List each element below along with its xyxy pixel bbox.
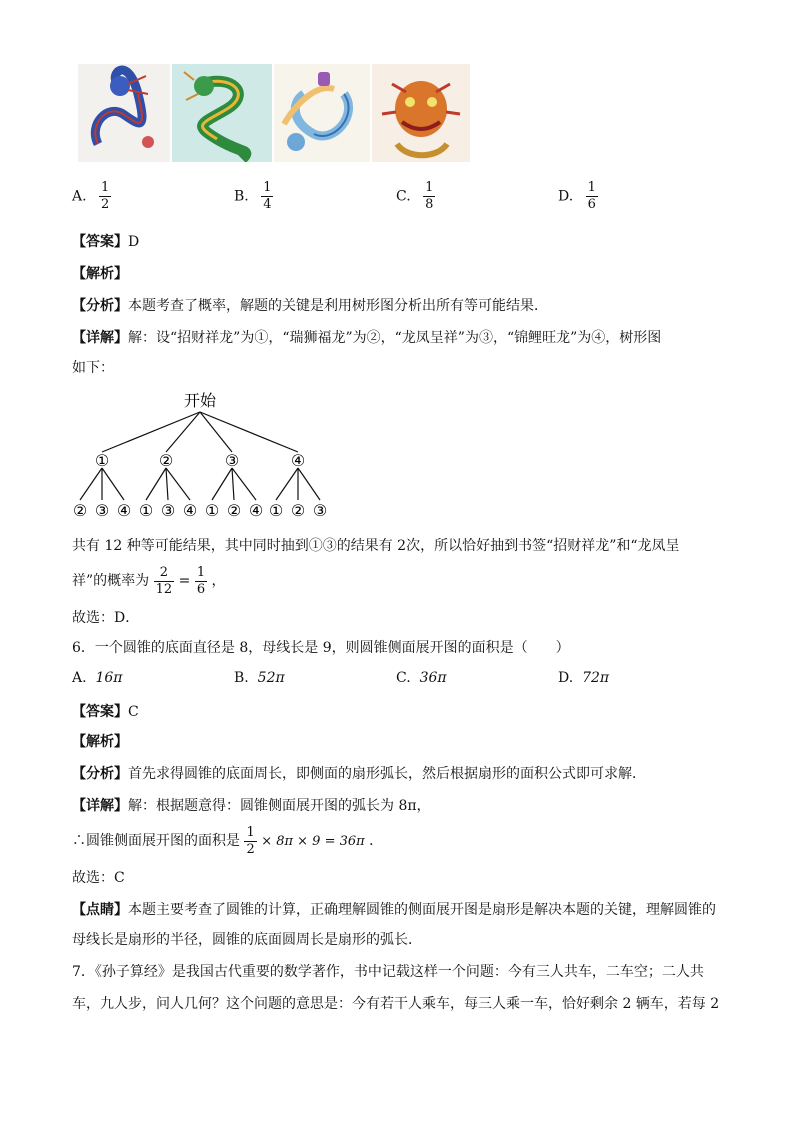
result-text-cont: 祥”的概率为 <box>72 573 150 589</box>
q6-option-d <box>558 670 609 686</box>
tree-node-l2: ① <box>204 501 220 520</box>
q5-result-line <box>72 536 680 556</box>
q5-analysis-tag <box>72 264 128 284</box>
tree-node-l2: ④ <box>182 501 198 520</box>
q5-option-b <box>234 180 273 213</box>
fraction-denominator: 6 <box>587 197 596 212</box>
fraction-numerator: 1 <box>587 180 596 195</box>
dianjing-tag: 【点睛】 <box>72 902 128 918</box>
option-letter: A. <box>72 670 87 686</box>
q6-option-a <box>72 670 122 686</box>
answer-tag: 【答案】 <box>72 234 128 250</box>
q5-answer-line <box>72 232 139 252</box>
option-value: 52π <box>257 670 285 686</box>
tree-node-l2: ② <box>290 501 306 520</box>
fraction-numerator: 1 <box>196 564 206 580</box>
answer-value: D <box>128 234 140 250</box>
tree-root: 开始 <box>183 391 217 410</box>
fraction-numerator: 2 <box>159 564 169 580</box>
tree-node-l1: ① <box>94 451 110 470</box>
q6-option-b <box>234 670 285 686</box>
fenxi-text: 本题考查了概率，解题的关键是利用树形图分析出所有等可能结果． <box>128 298 548 314</box>
area-fraction <box>244 825 256 858</box>
dragon-image-2 <box>172 64 272 162</box>
result-fraction-1 <box>154 565 175 598</box>
fraction-numerator: 1 <box>263 180 272 195</box>
fenxi-text: 首先求得圆锥的底面周长，即侧面的扇形弧长，然后根据扇形的面积公式即可求解． <box>128 766 646 782</box>
option-letter: A. <box>72 188 87 205</box>
option-letter: C. <box>396 670 411 686</box>
analysis-tag: 【解析】 <box>72 734 128 750</box>
q5-xiangjie-line-2 <box>72 358 114 378</box>
dragon-image-3 <box>274 64 370 162</box>
option-fraction <box>261 180 273 213</box>
result-text: 共有 12 种等可能结果，其中同时抽到①③的结果有 2次，所以恰好抽到书签“招财祥龙”和“龙凤呈 <box>72 538 680 554</box>
analysis-tag: 【解析】 <box>72 266 128 282</box>
tree-node-l1: ④ <box>290 451 306 470</box>
equals-sign: = <box>178 573 191 589</box>
option-letter: D. <box>558 188 574 205</box>
choose-text: 故选：C <box>72 870 125 886</box>
dragon-image-1 <box>78 64 170 162</box>
tree-node-l2: ② <box>226 501 242 520</box>
q5-option-a <box>72 180 111 213</box>
option-letter: B. <box>234 188 249 205</box>
q6-area-line <box>72 824 383 859</box>
option-letter: C. <box>396 188 411 205</box>
option-fraction <box>586 180 598 213</box>
xiangjie-tag: 【详解】 <box>72 330 128 346</box>
q5-option-c <box>396 180 435 213</box>
tree-node-l1: ② <box>158 451 174 470</box>
fraction-denominator: 12 <box>155 581 173 597</box>
area-formula: × 8π × 9 = 36π <box>261 834 365 849</box>
tree-node-l2: ③ <box>312 501 328 520</box>
fenxi-tag: 【分析】 <box>72 766 128 782</box>
question-stem: 7．《孙子算经》是我国古代重要的数学著作，书中记载这样一个问题：今有三人共车，二车空；二人共 <box>72 964 704 980</box>
area-prefix: ∴圆锥侧面展开图的面积是 <box>72 833 240 849</box>
q5-fenxi-line <box>72 296 548 316</box>
fraction-numerator: 1 <box>246 824 255 840</box>
fraction-denominator: 2 <box>246 841 255 857</box>
tree-node-l2: ① <box>138 501 154 520</box>
q6-analysis-tag <box>72 732 128 752</box>
q6-dianjing-line <box>72 900 716 920</box>
option-value: 16π <box>95 670 123 686</box>
tree-node-l2: ① <box>268 501 284 520</box>
option-value: 72π <box>582 670 610 686</box>
option-letter: B. <box>234 670 249 686</box>
q5-result-line-2 <box>72 564 226 598</box>
fraction-denominator: 6 <box>196 581 206 597</box>
q6-stem <box>72 638 570 658</box>
answer-tag: 【答案】 <box>72 704 128 720</box>
q5-xiangjie-line <box>72 328 661 348</box>
q5-choose-line <box>72 608 139 628</box>
question-stem-cont: 车，九人步，问人几何？这个问题的意思是：今有若干人乘车，每三人乘一车，恰好剩余 2 辆车，若每 2 <box>72 996 720 1012</box>
tree-node-l2: ② <box>72 501 88 520</box>
area-end: ． <box>369 833 384 849</box>
q6-xiangjie-line <box>72 796 431 816</box>
dianjing-text: 本题主要考查了圆锥的计算，正确理解圆锥的侧面展开图是扇形是解决本题的关键，理解圆锥的 <box>128 902 716 918</box>
tree-edges <box>80 412 320 500</box>
fraction-numerator: 1 <box>101 180 110 195</box>
q5-option-d <box>558 180 598 213</box>
fraction-denominator: 4 <box>263 197 272 212</box>
tree-node-l1: ③ <box>224 451 240 470</box>
xiangjie-text: 解：设“招财祥龙”为①，“瑞狮福龙”为②，“龙凤呈祥”为③，“锦鲤旺龙”为④，树形图 <box>128 330 662 346</box>
tree-diagram <box>60 388 360 528</box>
tree-node-l2: ④ <box>248 501 264 520</box>
dianjing-text-cont: 母线长是扇形的半径，圆锥的底面圆周长是扇形的弧长． <box>72 932 422 948</box>
fraction-denominator: 2 <box>101 197 110 212</box>
q6-answer-line <box>72 702 139 722</box>
q6-choose-line <box>72 868 125 888</box>
q6-dianjing-line-2 <box>72 930 422 950</box>
fenxi-tag: 【分析】 <box>72 298 128 314</box>
xiangjie-tag: 【详解】 <box>72 798 128 814</box>
tree-node-l2: ④ <box>116 501 132 520</box>
answer-value: C <box>128 704 139 720</box>
xiangjie-text: 解：根据题意得：圆锥侧面展开图的弧长为 8π， <box>128 798 431 814</box>
option-fraction <box>99 180 111 213</box>
dragon-image-4 <box>372 64 470 162</box>
option-letter: D. <box>558 670 574 686</box>
q7-stem <box>72 962 704 982</box>
fraction-numerator: 1 <box>425 180 434 195</box>
q6-fenxi-line <box>72 764 646 784</box>
result-fraction-2 <box>195 565 207 598</box>
choose-text: 故选：D． <box>72 610 140 626</box>
option-fraction <box>423 180 435 213</box>
q6-option-c <box>396 670 447 686</box>
q7-stem-2 <box>72 994 719 1014</box>
result-comma: ， <box>211 573 226 589</box>
option-value: 36π <box>419 670 447 686</box>
xiangjie-text-cont: 如下： <box>72 360 114 376</box>
fraction-denominator: 8 <box>425 197 434 212</box>
question-stem: 6．一个圆锥的底面直径是 8，母线长是 9，则圆锥侧面展开图的面积是（ ） <box>72 640 570 656</box>
tree-node-l2: ③ <box>160 501 176 520</box>
tree-node-l2: ③ <box>94 501 110 520</box>
